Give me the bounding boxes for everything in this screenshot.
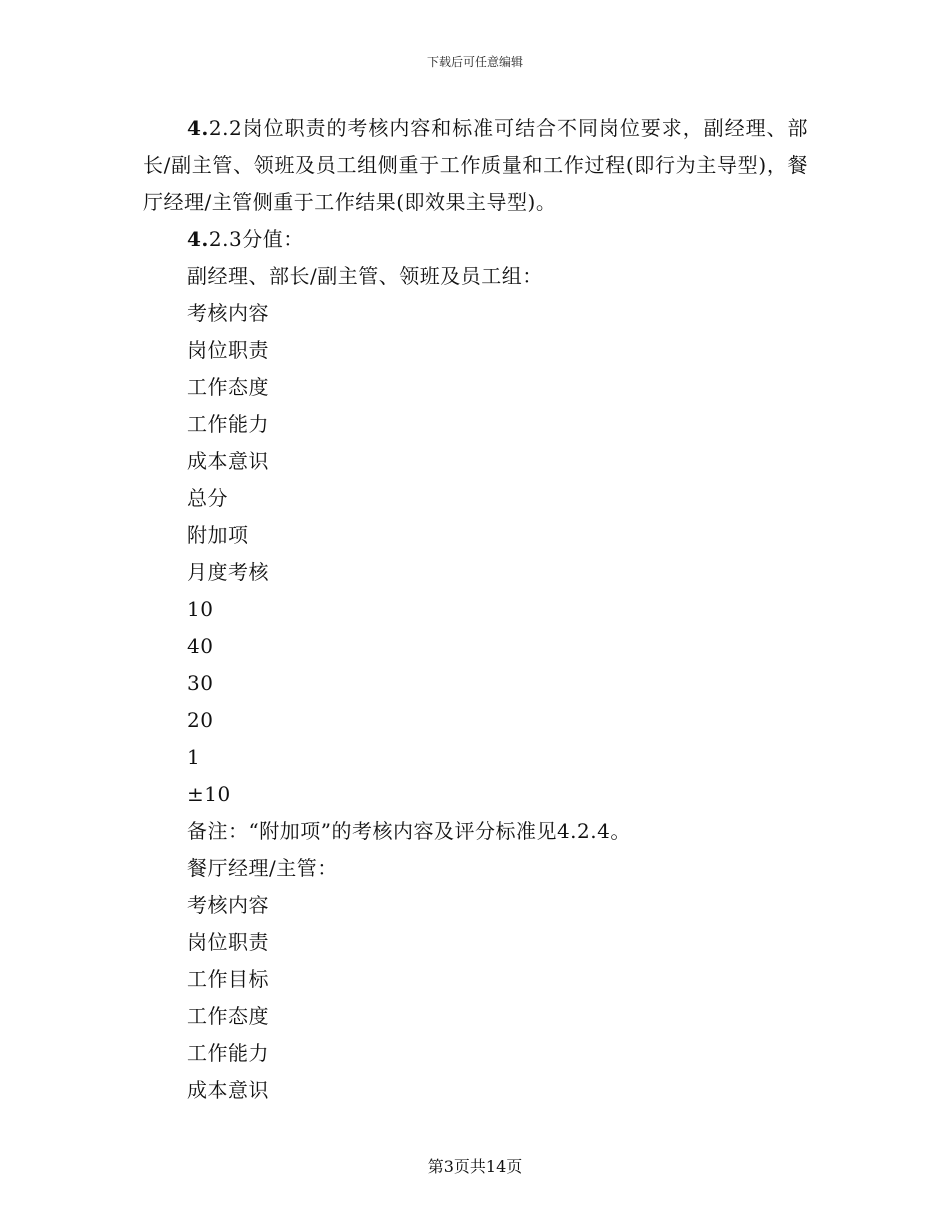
- table-cell-additional-item: 附加项: [187, 523, 249, 547]
- table-cell-work-attitude: 工作态度: [187, 1004, 269, 1028]
- page-header: 下载后可任意编辑: [426, 55, 523, 69]
- table-cell-value: 20: [187, 708, 214, 732]
- table-cell-value: 30: [187, 671, 214, 695]
- page-footer: 第3页共14页: [427, 1157, 523, 1176]
- table-cell-work-ability: 工作能力: [187, 412, 269, 436]
- table-cell-job-duties: 岗位职责: [187, 338, 269, 362]
- note-text: 备注：“附加项”的考核内容及评分标准见4.2.4。: [187, 819, 631, 843]
- paragraph-text: 2.2岗位职责的考核内容和标准可结合不同岗位要求，副经理、部长/副主管、领班及员工组侧重于工作质量和工作过程(即行为主导型)，餐厅经理/主管侧重于工作结果(即效果主导型)。: [143, 116, 808, 214]
- group-heading-restaurant-manager: 餐厅经理/主管：: [187, 856, 338, 880]
- table-cell-value: 10: [187, 597, 214, 621]
- table-cell-monthly-assessment: 月度考核: [187, 560, 269, 584]
- table-cell-work-ability: 工作能力: [187, 1041, 269, 1065]
- paragraph-4-2-3: [143, 221, 808, 258]
- paragraph-4-2-2: [143, 110, 808, 221]
- table-cell-value: 1: [187, 745, 201, 769]
- table-cell-job-duties: 岗位职责: [187, 930, 269, 954]
- table-cell-value: 40: [187, 634, 214, 658]
- section-number: 4.: [187, 227, 209, 251]
- table-cell-cost-awareness: 成本意识: [187, 1078, 269, 1102]
- table-cell-total-score: 总分: [187, 486, 228, 510]
- document-body: [143, 110, 808, 1109]
- table-cell-value: ±10: [187, 782, 231, 806]
- table-cell-header-content: 考核内容: [187, 893, 269, 917]
- table-cell-header-content: 考核内容: [187, 301, 269, 325]
- section-number: 4.: [187, 116, 209, 140]
- table-cell-cost-awareness: 成本意识: [187, 449, 269, 473]
- table-cell-work-attitude: 工作态度: [187, 375, 269, 399]
- paragraph-text: 2.3分值：: [208, 227, 304, 251]
- group-heading-deputy-manager: 副经理、部长/副主管、领班及员工组：: [187, 264, 543, 288]
- table-cell-work-goals: 工作目标: [187, 967, 269, 991]
